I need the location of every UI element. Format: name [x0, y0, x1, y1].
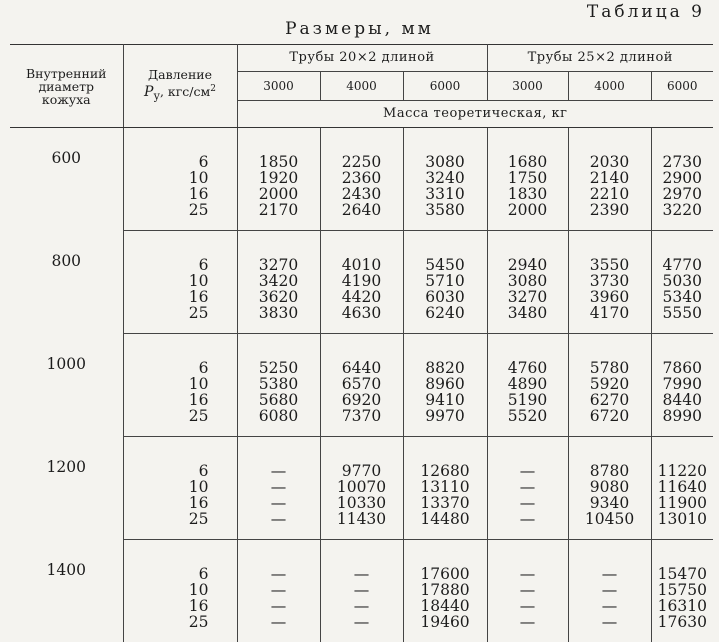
pressure-cell: 6 [123, 128, 237, 171]
pressure-cell: 10 [123, 273, 237, 289]
table-row [10, 334, 713, 377]
mass-cell: 1680 [487, 128, 568, 171]
mass-cell: 5920 [568, 376, 651, 392]
mass-cell: — [487, 582, 568, 598]
pressure-cell: 6 [123, 540, 237, 583]
mass-cell: 3420 [237, 273, 320, 289]
mass-cell: 3830 [237, 305, 320, 334]
mass-cell: — [487, 511, 568, 540]
mass-cell: 3080 [487, 273, 568, 289]
header-diameter-line: Внутренний [10, 67, 123, 80]
header-length: 6000 [403, 72, 487, 101]
mass-cell: 6080 [237, 408, 320, 437]
pressure-unit: , кгс/см [160, 84, 210, 99]
mass-cell: — [487, 479, 568, 495]
diameter-cell: 1400 [10, 540, 123, 642]
mass-cell: — [568, 582, 651, 598]
header-group-25x2: Трубы 25×2 длиной [487, 45, 713, 72]
mass-cell: — [320, 582, 403, 598]
table-caption: Размеры, мм [0, 19, 719, 39]
mass-cell: 4420 [320, 289, 403, 305]
mass-cell: 4170 [568, 305, 651, 334]
mass-cell: 2000 [237, 186, 320, 202]
mass-cell: 3080 [403, 128, 487, 171]
mass-cell: 6720 [568, 408, 651, 437]
header-mass: Масса теоретическая, кг [237, 101, 713, 128]
mass-cell: 5550 [651, 305, 713, 334]
header-diameter-line: кожуха [10, 93, 123, 106]
header-length: 3000 [487, 72, 568, 101]
diameter-block [10, 231, 713, 334]
header-length: 4000 [320, 72, 403, 101]
mass-cell: 17630 [651, 614, 713, 642]
table-row [10, 540, 713, 583]
mass-cell: — [568, 598, 651, 614]
diameter-block [10, 437, 713, 540]
mass-cell: 3620 [237, 289, 320, 305]
mass-cell: 19460 [403, 614, 487, 642]
mass-cell: 8960 [403, 376, 487, 392]
header-length: 4000 [568, 72, 651, 101]
pressure-cell: 25 [123, 305, 237, 334]
mass-cell: — [237, 479, 320, 495]
mass-cell: — [568, 540, 651, 583]
mass-cell: 11430 [320, 511, 403, 540]
header-length: 3000 [237, 72, 320, 101]
mass-cell: — [487, 598, 568, 614]
pressure-unit-power: 2 [210, 84, 216, 94]
mass-cell: 5780 [568, 334, 651, 377]
mass-cell: 5250 [237, 334, 320, 377]
diameter-cell: 1200 [10, 437, 123, 540]
diameter-block [10, 334, 713, 437]
mass-cell: 4630 [320, 305, 403, 334]
mass-cell: 8990 [651, 408, 713, 437]
mass-cell: 3550 [568, 231, 651, 274]
mass-cell: — [237, 614, 320, 642]
mass-cell: — [487, 437, 568, 480]
diameter-block [10, 540, 713, 642]
mass-cell: 15470 [651, 540, 713, 583]
mass-cell: 2640 [320, 202, 403, 231]
mass-cell: — [487, 614, 568, 642]
mass-cell: 7370 [320, 408, 403, 437]
mass-cell: — [320, 598, 403, 614]
mass-cell: 12680 [403, 437, 487, 480]
mass-cell: 2390 [568, 202, 651, 231]
mass-cell: 2140 [568, 170, 651, 186]
pressure-cell: 16 [123, 598, 237, 614]
mass-cell: 5190 [487, 392, 568, 408]
mass-cell: 4770 [651, 231, 713, 274]
mass-cell: 3240 [403, 170, 487, 186]
mass-cell: 6270 [568, 392, 651, 408]
pressure-cell: 10 [123, 479, 237, 495]
mass-cell: 13010 [651, 511, 713, 540]
mass-cell: 8440 [651, 392, 713, 408]
mass-cell: 1850 [237, 128, 320, 171]
diameter-block [10, 128, 713, 231]
mass-cell: 11220 [651, 437, 713, 480]
pressure-symbol: P [144, 84, 153, 100]
mass-cell: — [568, 614, 651, 642]
mass-cell: 5030 [651, 273, 713, 289]
mass-cell: 8780 [568, 437, 651, 480]
table-row [10, 437, 713, 480]
mass-cell: 9410 [403, 392, 487, 408]
mass-cell: 7860 [651, 334, 713, 377]
mass-cell: 9340 [568, 495, 651, 511]
pressure-cell: 16 [123, 186, 237, 202]
table-number: Таблица 9 [587, 2, 705, 22]
header-length: 6000 [651, 72, 713, 101]
mass-cell: 2000 [487, 202, 568, 231]
pressure-cell: 16 [123, 392, 237, 408]
mass-cell: 5710 [403, 273, 487, 289]
mass-cell: — [320, 614, 403, 642]
mass-cell: 5380 [237, 376, 320, 392]
pressure-cell: 10 [123, 170, 237, 186]
mass-cell: — [237, 495, 320, 511]
mass-cell: 18440 [403, 598, 487, 614]
mass-cell: 13110 [403, 479, 487, 495]
diameter-cell: 600 [10, 128, 123, 231]
pressure-cell: 16 [123, 289, 237, 305]
mass-cell: 6920 [320, 392, 403, 408]
table-row [10, 231, 713, 274]
mass-cell: 8820 [403, 334, 487, 377]
mass-cell: 9770 [320, 437, 403, 480]
mass-cell: 2970 [651, 186, 713, 202]
mass-cell: 13370 [403, 495, 487, 511]
mass-cell: 5520 [487, 408, 568, 437]
pressure-cell: 6 [123, 334, 237, 377]
header-group-20x2: Трубы 20×2 длиной [237, 45, 487, 72]
mass-cell: 1830 [487, 186, 568, 202]
mass-cell: 4190 [320, 273, 403, 289]
table-row [10, 128, 713, 171]
pressure-subscript: у [153, 90, 159, 103]
header-diameter-line: диаметр [10, 80, 123, 93]
mass-cell: 6440 [320, 334, 403, 377]
mass-cell: 2430 [320, 186, 403, 202]
mass-cell: — [237, 598, 320, 614]
mass-cell: 2030 [568, 128, 651, 171]
mass-cell: 6240 [403, 305, 487, 334]
mass-cell: 4890 [487, 376, 568, 392]
mass-cell: 7990 [651, 376, 713, 392]
mass-cell: 3960 [568, 289, 651, 305]
mass-cell: 10070 [320, 479, 403, 495]
header-pressure-label: Давление [124, 68, 237, 82]
data-table [10, 44, 713, 642]
diameter-cell: 800 [10, 231, 123, 334]
mass-cell: 5680 [237, 392, 320, 408]
pressure-cell: 25 [123, 408, 237, 437]
header-pressure-unit-line [124, 82, 237, 104]
pressure-cell: 10 [123, 376, 237, 392]
mass-cell: 10330 [320, 495, 403, 511]
mass-cell: 9080 [568, 479, 651, 495]
mass-cell: — [487, 495, 568, 511]
mass-cell: 3730 [568, 273, 651, 289]
mass-cell: 2170 [237, 202, 320, 231]
mass-cell: 16310 [651, 598, 713, 614]
pressure-cell: 25 [123, 511, 237, 540]
mass-cell: 6030 [403, 289, 487, 305]
mass-cell: 2250 [320, 128, 403, 171]
mass-cell: — [237, 437, 320, 480]
mass-cell: 3480 [487, 305, 568, 334]
mass-cell: 17880 [403, 582, 487, 598]
mass-cell: 4760 [487, 334, 568, 377]
mass-cell: 1920 [237, 170, 320, 186]
pressure-cell: 6 [123, 231, 237, 274]
pressure-cell: 25 [123, 202, 237, 231]
mass-cell: 3270 [487, 289, 568, 305]
table-header [10, 45, 713, 128]
pressure-cell: 10 [123, 582, 237, 598]
pressure-cell: 25 [123, 614, 237, 642]
mass-cell: 15750 [651, 582, 713, 598]
mass-cell: 9970 [403, 408, 487, 437]
mass-cell: 2360 [320, 170, 403, 186]
mass-cell: 17600 [403, 540, 487, 583]
mass-cell: 4010 [320, 231, 403, 274]
mass-cell: — [487, 540, 568, 583]
mass-cell: 2940 [487, 231, 568, 274]
mass-cell: 1750 [487, 170, 568, 186]
mass-cell: — [237, 511, 320, 540]
mass-cell: 2900 [651, 170, 713, 186]
mass-cell: 2210 [568, 186, 651, 202]
mass-cell: 3580 [403, 202, 487, 231]
mass-cell: — [320, 540, 403, 583]
header-pressure [123, 45, 237, 128]
mass-cell: 6570 [320, 376, 403, 392]
mass-cell: 5450 [403, 231, 487, 274]
mass-cell: 3310 [403, 186, 487, 202]
mass-cell: 10450 [568, 511, 651, 540]
mass-cell: — [237, 582, 320, 598]
diameter-cell: 1000 [10, 334, 123, 437]
mass-cell: 3220 [651, 202, 713, 231]
mass-cell: 14480 [403, 511, 487, 540]
mass-cell: 5340 [651, 289, 713, 305]
mass-cell: 11900 [651, 495, 713, 511]
pressure-cell: 16 [123, 495, 237, 511]
mass-cell: 3270 [237, 231, 320, 274]
mass-cell: — [237, 540, 320, 583]
mass-cell: 2730 [651, 128, 713, 171]
mass-cell: 11640 [651, 479, 713, 495]
pressure-cell: 6 [123, 437, 237, 480]
header-diameter [10, 45, 123, 128]
